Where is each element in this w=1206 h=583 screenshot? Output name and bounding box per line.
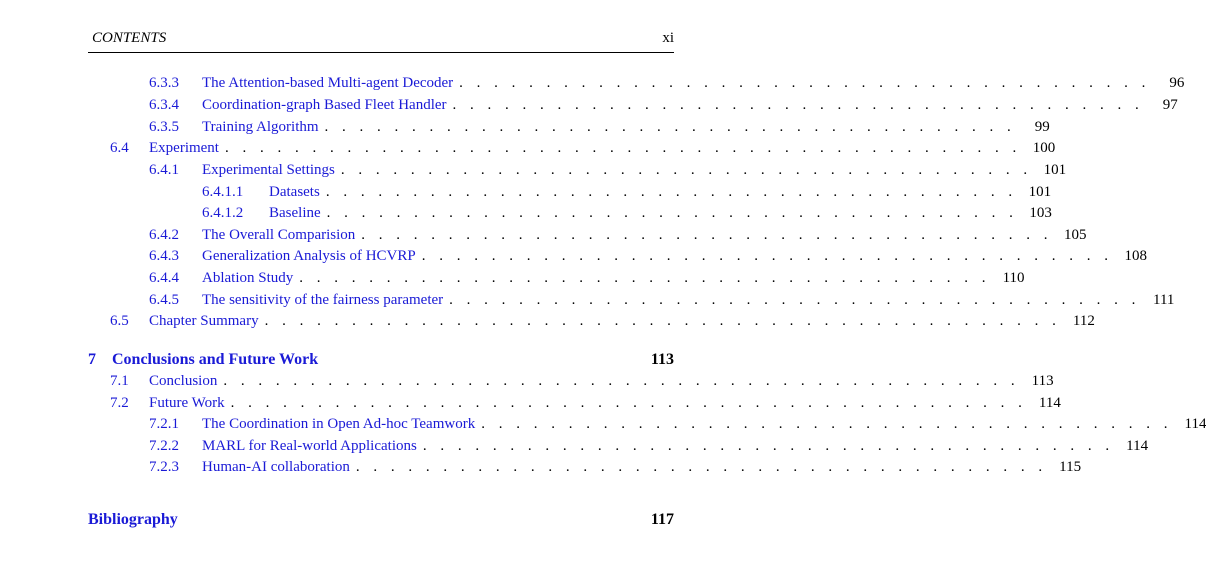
- toc-entry[interactable]: [149, 438, 1149, 458]
- toc-entry-label[interactable]: Baseline: [269, 205, 321, 221]
- dot-leader: . . . . . . . . . . . . . . . . . . . . . . . . . . . . . . . . . . . . . . . .: [421, 248, 1113, 264]
- dot-leader: . . . . . . . . . . . . . . . . . . . . . . . . . . . . . . . . . . . . . . . .: [361, 227, 1053, 243]
- toc-entry-label[interactable]: Human-AI collaboration: [202, 459, 350, 475]
- dot-leader: . . . . . . . . . . . . . . . . . . . . . . . . . . . . . . . . . . . . . . . .: [422, 438, 1115, 454]
- dot-leader: . . . . . . . . . . . . . . . . . . . . . . . . . . . . . . . . . . . . . . . . . . . . . .: [224, 140, 1022, 156]
- toc-entry-label[interactable]: The Overall Comparision: [202, 227, 356, 243]
- toc-entry-page: 115: [1059, 459, 1082, 475]
- toc-entry-number: 6.4: [110, 140, 129, 156]
- toc-entry[interactable]: [149, 227, 1087, 247]
- toc-entry-number: 7.1: [110, 373, 129, 389]
- toc-entry-label[interactable]: The Attention-based Multi-agent Decoder: [202, 75, 454, 91]
- toc-entry-number: 6.4.1.1: [202, 184, 244, 200]
- toc-entry-label[interactable]: Training Algorithm: [202, 119, 319, 135]
- toc-entry-page: 100: [1032, 140, 1056, 156]
- toc-entry-number: 7.2.2: [149, 438, 179, 454]
- dot-leader: . . . . . . . . . . . . . . . . . . . . . . . . . . . . . . . . . . . . . . . .: [325, 184, 1018, 200]
- toc-entry-page: 113: [1031, 373, 1054, 389]
- dot-leader: . . . . . . . . . . . . . . . . . . . . . . . . . . . . . . . . . . . . . . . .: [299, 270, 991, 286]
- toc-chapter-page: 113: [650, 351, 674, 368]
- dot-leader: . . . . . . . . . . . . . . . . . . . . . . . . . . . . . . . . . . . . . . . .: [449, 292, 1141, 308]
- dot-leader: . . . . . . . . . . . . . . . . . . . . . . . . . . . . . . . . . . . . . . . . . . . . . .: [264, 313, 1061, 329]
- toc-entry[interactable]: [149, 119, 1050, 139]
- dot-leader: . . . . . . . . . . . . . . . . . . . . . . . . . . . . . . . . . . . . . . . .: [459, 75, 1151, 91]
- toc-chapter-entry[interactable]: [88, 351, 674, 371]
- toc-entry-label[interactable]: Chapter Summary: [149, 313, 259, 329]
- running-header-title: CONTENTS: [92, 30, 167, 46]
- toc-entry-number: 7.2.1: [149, 416, 179, 432]
- toc-entry-number: 6.3.4: [149, 97, 179, 113]
- toc-entry[interactable]: [110, 395, 1061, 415]
- toc-entry[interactable]: [110, 313, 1095, 333]
- toc-entry-number: 7.2: [110, 395, 129, 411]
- toc-entry-number: 6.4.4: [149, 270, 179, 286]
- toc-entry-label[interactable]: MARL for Real-world Applications: [202, 438, 417, 454]
- toc-entry-label[interactable]: Datasets: [269, 184, 320, 200]
- running-header-page-number: xi: [662, 30, 674, 46]
- toc-entry[interactable]: [202, 205, 1052, 225]
- toc-entry-page: 96: [1169, 75, 1185, 91]
- toc-entry[interactable]: [149, 248, 1147, 268]
- toc-bibliography-page: 117: [650, 511, 674, 528]
- toc-entry-number: 6.5: [110, 313, 129, 329]
- dot-leader: . . . . . . . . . . . . . . . . . . . . . . . . . . . . . . . . . . . . . . . . . . . . . .: [223, 373, 1020, 389]
- dot-leader: . . . . . . . . . . . . . . . . . . . . . . . . . . . . . . . . . . . . . . . .: [355, 459, 1048, 475]
- toc-entry[interactable]: [149, 459, 1082, 479]
- running-header: [88, 30, 674, 53]
- toc-bibliography-entry[interactable]: [88, 511, 674, 531]
- toc-entry-page: 101: [1028, 184, 1052, 200]
- toc-entry-number: 6.4.5: [149, 292, 179, 308]
- toc-entry-number: 6.4.3: [149, 248, 179, 264]
- toc-entry-number: 6.4.1.2: [202, 205, 244, 221]
- toc-entry-label[interactable]: Experimental Settings: [202, 162, 335, 178]
- dot-leader: . . . . . . . . . . . . . . . . . . . . . . . . . . . . . . . . . . . . . . . .: [326, 205, 1018, 221]
- toc-entry-number: 6.3.3: [149, 75, 179, 91]
- toc-entry-label[interactable]: Ablation Study: [202, 270, 294, 286]
- toc-entry-page: 97: [1162, 97, 1178, 113]
- dot-leader: . . . . . . . . . . . . . . . . . . . . . . . . . . . . . . . . . . . . . . . .: [340, 162, 1033, 178]
- toc-chapter-label[interactable]: Conclusions and Future Work: [112, 351, 319, 368]
- toc-entry-page: 114: [1038, 395, 1061, 411]
- toc-entry-page: 103: [1029, 205, 1052, 221]
- toc-entry-label[interactable]: Conclusion: [149, 373, 218, 389]
- toc-entry-label[interactable]: The sensitivity of the fairness parameter: [202, 292, 444, 308]
- dot-leader: . . . . . . . . . . . . . . . . . . . . . . . . . . . . . . . . . . . . . . . .: [481, 416, 1173, 432]
- toc-entry-page: 114: [1184, 416, 1206, 432]
- toc-entry-number: 6.4.2: [149, 227, 179, 243]
- toc-entry-page: 114: [1126, 438, 1149, 454]
- toc-entry-page: 110: [1002, 270, 1025, 286]
- toc-entry[interactable]: [149, 270, 1025, 290]
- toc-entry-label[interactable]: The Coordination in Open Ad-hoc Teamwork: [202, 416, 476, 432]
- toc-entry[interactable]: [202, 184, 1052, 204]
- toc-entry-number: 6.4.1: [149, 162, 179, 178]
- toc-entry[interactable]: [149, 97, 1178, 117]
- toc-entry-page: 105: [1064, 227, 1087, 243]
- toc-entry-page: 99: [1034, 119, 1050, 135]
- toc-entry[interactable]: [110, 373, 1054, 393]
- toc-entry-label[interactable]: Experiment: [149, 140, 219, 156]
- dot-leader: . . . . . . . . . . . . . . . . . . . . . . . . . . . . . . . . . . . . . . . . . . . . . .: [230, 395, 1027, 411]
- toc-entry-label[interactable]: Generalization Analysis of HCVRP: [202, 248, 416, 264]
- toc-entry-number: 7.2.3: [149, 459, 179, 475]
- toc-entry[interactable]: [149, 75, 1185, 95]
- dot-leader: . . . . . . . . . . . . . . . . . . . . . . . . . . . . . . . . . . . . . . . .: [452, 97, 1144, 113]
- toc-chapter-number: 7: [88, 351, 96, 368]
- toc-entry-page: 101: [1043, 162, 1067, 178]
- toc-entry-number: 6.3.5: [149, 119, 179, 135]
- toc-entry-label[interactable]: Future Work: [149, 395, 225, 411]
- toc-entry[interactable]: [110, 140, 1056, 160]
- toc-entry[interactable]: [149, 162, 1067, 182]
- toc-entry-label[interactable]: Coordination-graph Based Fleet Handler: [202, 97, 447, 113]
- toc-entry-page: 108: [1124, 248, 1147, 264]
- toc-entry[interactable]: [149, 292, 1175, 312]
- toc-entry-page: 112: [1072, 313, 1095, 329]
- toc-entry-page: 111: [1153, 292, 1175, 308]
- dot-leader: . . . . . . . . . . . . . . . . . . . . . . . . . . . . . . . . . . . . . . . .: [324, 119, 1016, 135]
- toc-bibliography-label[interactable]: Bibliography: [88, 511, 178, 528]
- toc-entry[interactable]: [149, 416, 1206, 436]
